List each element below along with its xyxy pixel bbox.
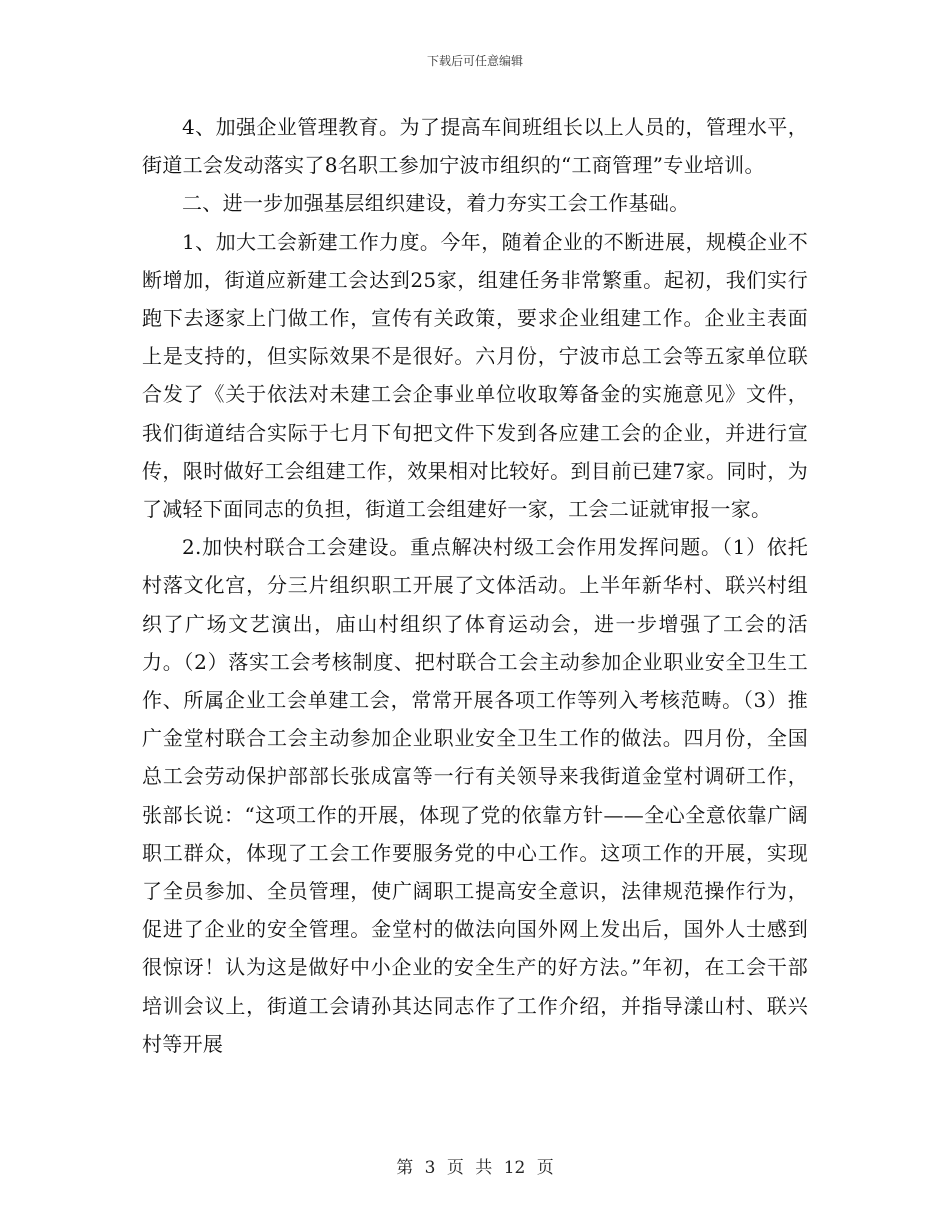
paragraph-village-union: 2.加快村联合工会建设。重点解决村级工会作用发挥问题。（1）依托村落文化宫，分三片组织职工开展了文体活动。上半年新华村、联兴村组织了广场文艺演出，庙山村组织了体育运动会，进一步增强了工会的活力。（2）落实工会考核制度、把村联合工会主动参加企业职业安全卫生工作、所属企业工会单建工会，常常开展各项工作等列入考核范畴。（3）推广金堂村联合工会主动参加企业职业安全卫生工作的做法。四月份，全国总工会劳动保护部部长张成富等一行有关领导来我街道金堂村调研工作，张部长说：“这项工作的开展，体现了党的依靠方针——全心全意依靠广阔职工群众，体现了工会工作要服务党的中心工作。这项工作的开展，实现了全员参加、全员管理，使广阔职工提高安全意识，法律规范操作行为，促进了企业的安全管理。金堂村的做法向国外网上发出后，国外人士感到很惊讶！认为这是做好中小企业的安全生产的好方法。”年初，在工会干部培训会议上，街道工会请孙其达同志作了工作介绍，并指导漾山村、联兴村等开展 xyxy=(142,535,808,1056)
page-footer: 第 3 页 共 12 页 xyxy=(396,1158,554,1178)
paragraph-section-heading: 二、进一步加强基层组织建设，着力夯实工会工作基础。 xyxy=(182,191,690,216)
paragraph-management-education: 4、加强企业管理教育。为了提高车间班组长以上人员的，管理水平，街道工会发动落实了8名职工参加宁波市组织的“工商管理”专业培训。 xyxy=(142,115,808,178)
document-body xyxy=(142,108,808,1063)
paragraph-new-union-building: 1、加大工会新建工作力度。今年，随着企业的不断进展，规模企业不断增加，街道应新建工会达到25家，组建任务非常繁重。起初，我们实行跑下去逐家上门做工作，宣传有关政策，要求企业组建工作。企业主表面上是支持的，但实际效果不是很好。六月份，宁波市总工会等五家单位联合发了《关于依法对未建工会企事业单位收取筹备金的实施意见》文件，我们街道结合实际于七月下旬把文件下发到各应建工会的企业，并进行宣传，限时做好工会组建工作，效果相对比较好。到目前已建7家。同时，为了减轻下面同志的负担，街道工会组建好一家，工会二证就审报一家。 xyxy=(142,229,808,522)
page-header: 下载后可任意编辑 xyxy=(426,54,523,68)
